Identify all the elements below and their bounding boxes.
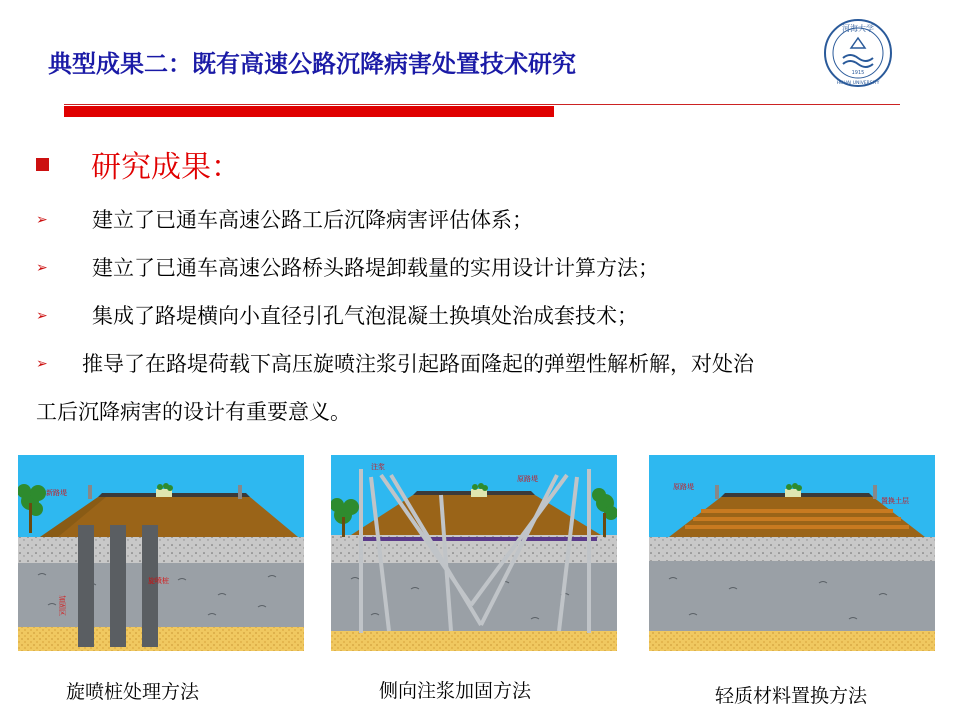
logo-year: 1915 [851,70,865,76]
bullet-item [36,348,754,378]
logo-text: 河海大学 [842,24,874,33]
bullet-item [36,204,533,234]
figure-label: 原路堤 [517,475,538,483]
logo-subtext: HOHAI UNIVERSITY [836,81,880,86]
section-heading-text: 研究成果： [91,150,241,185]
bullet-text: 集成了路堤横向小直径引孔气泡混凝土换填处治成套技术； [92,304,638,328]
figure-label: 原路堤 [673,483,694,491]
arrow-bullet-icon: ➢ [36,356,48,372]
figure-label: 置换土层 [881,497,909,505]
bullet-text: 建立了已通车高速公路工后沉降病害评估体系； [92,208,533,232]
bullet-continuation: 工后沉降病害的设计有重要意义。 [36,400,351,424]
arrow-bullet-icon: ➢ [36,260,48,276]
figure-lightweight-replacement [649,455,935,651]
bullet-text: 建立了已通车高速公路桥头路堤卸载量的实用设计计算方法； [92,256,659,280]
figure-label: 加固区 [58,595,66,616]
arrow-bullet-icon: ➢ [36,308,48,324]
figure-caption: 轻质材料置换方法 [715,685,868,707]
university-logo [823,18,893,88]
bullet-item [36,300,638,330]
slide-title: 典型成果二：既有高速公路沉降病害处置技术研究 [48,50,576,78]
arrow-bullet-icon: ➢ [36,212,48,228]
figure-caption: 侧向注浆加固方法 [379,680,532,702]
figure-label: 新路堤 [46,489,67,497]
figure-lateral-grouting [331,455,617,651]
section-heading [36,144,241,184]
figure-label: 注浆 [371,463,385,471]
bullet-text: 推导了在路堤荷载下高压旋喷注浆引起路面隆起的弹塑性解析解，对处治 [82,352,754,376]
title-accent-bar [64,106,554,117]
square-bullet-icon [36,158,49,171]
figure-jet-grouting-piles [18,455,304,651]
figure-caption: 旋喷桩处理方法 [66,681,200,703]
title-underline [64,104,900,105]
bullet-item [36,252,659,282]
figure-label: 旋喷桩 [148,577,169,585]
